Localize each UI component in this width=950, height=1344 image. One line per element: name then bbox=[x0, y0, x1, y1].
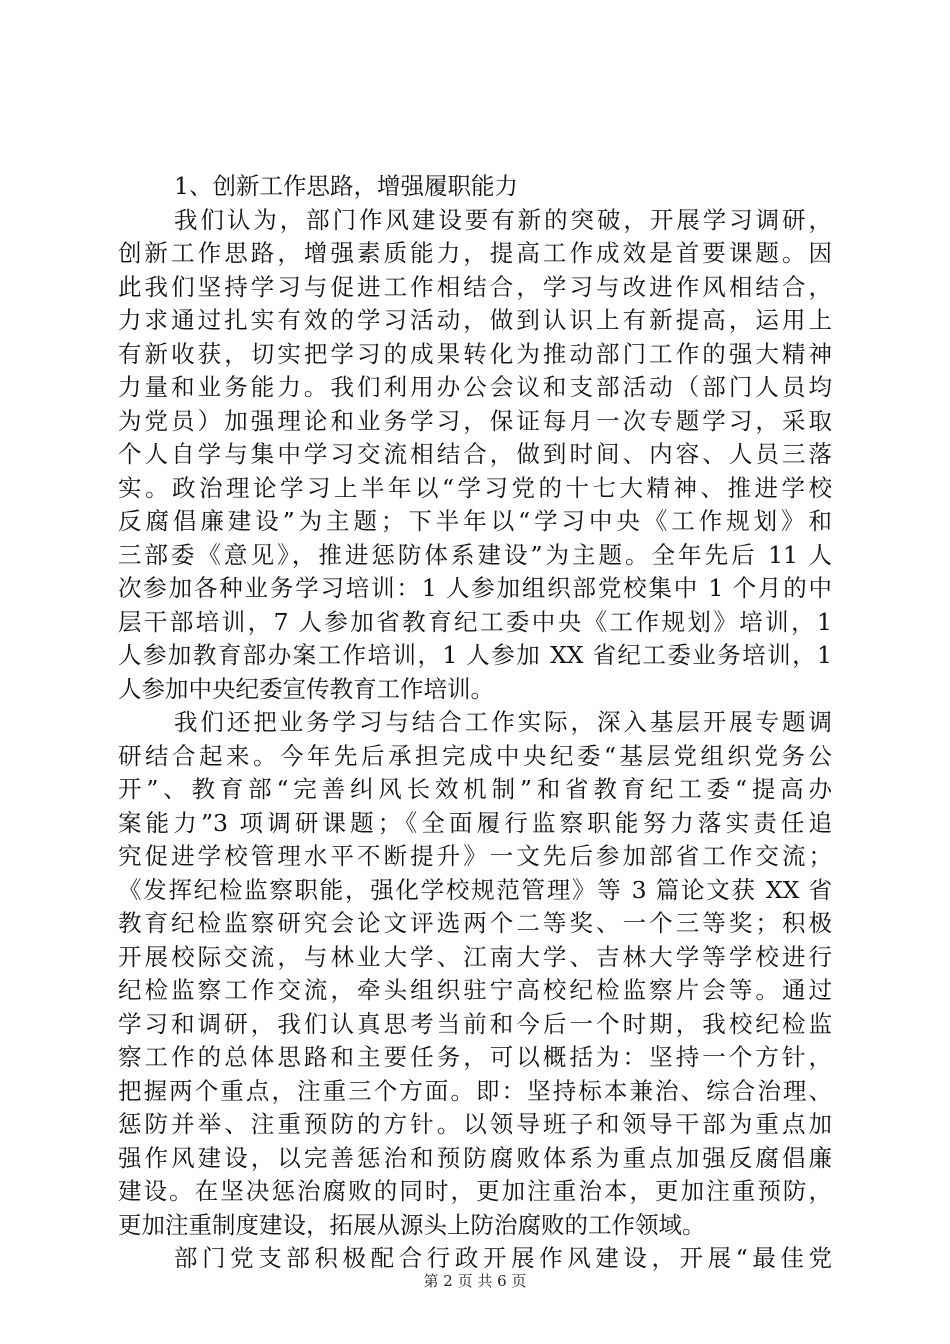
paragraph-line: 人参加教育部办案工作培训，1 人参加 XX 省纪工委业务培训，1 bbox=[118, 641, 832, 669]
paragraph-line: 创新工作思路，增强素质能力，提高工作成效是首要课题。因 bbox=[118, 239, 832, 267]
document-body bbox=[118, 170, 832, 1276]
paragraph-1 bbox=[118, 204, 832, 707]
section-heading: 1、创新工作思路，增强履职能力 bbox=[174, 172, 518, 200]
paragraph-line: 层干部培训，7 人参加省教育纪工委中央《工作规划》培训，1 bbox=[118, 607, 832, 636]
paragraph-line: 学习和调研，我们认真思考当前和今后一个时期，我校纪检监 bbox=[118, 1009, 832, 1038]
paragraph-line: 次参加各种业务学习培训：1 人参加组织部党校集中 1 个月的中 bbox=[118, 574, 832, 602]
paragraph-line: 惩防并举、注重预防的方针。以领导班子和领导干部为重点加 bbox=[118, 1110, 832, 1138]
page-footer: 第 2 页 共 6 页 bbox=[423, 1272, 527, 1290]
paragraph-line: 教育纪检监察研究会论文评选两个二等奖、一个三等奖；积极 bbox=[118, 909, 832, 937]
paragraph-line: 部门党支部积极配合行政开展作风建设，开展“最佳党 bbox=[174, 1244, 832, 1272]
paragraph-line: 此我们坚持学习与促进工作相结合，学习与改进作风相结合， bbox=[118, 272, 832, 301]
paragraph-line: 三部委《意见》，推进惩防体系建设”为主题。全年先后 11 人 bbox=[118, 540, 832, 569]
paragraph-line: 力求通过扎实有效的学习活动，做到认识上有新提高，运用上 bbox=[118, 306, 832, 334]
paragraph-line: 《发挥纪检监察职能，强化学校规范管理》等 3 篇论文获 XX 省 bbox=[118, 875, 832, 904]
paragraph-line: 个人自学与集中学习交流相结合，做到时间、内容、人员三落 bbox=[118, 440, 832, 468]
paragraph-2 bbox=[118, 706, 832, 1242]
paragraph-line: 研结合起来。今年先后承担完成中央纪委“基层党组织党务公 bbox=[118, 741, 832, 770]
paragraph-line: 我们认为，部门作风建设要有新的突破，开展学习调研， bbox=[174, 205, 832, 234]
paragraph-line: 究促进学校管理水平不断提升》一文先后参加部省工作交流； bbox=[118, 842, 832, 870]
paragraph-line: 纪检监察工作交流，牵头组织驻宁高校纪检监察片会等。通过 bbox=[118, 976, 832, 1004]
paragraph-line: 实。政治理论学习上半年以“学习党的十七大精神、推进学校 bbox=[118, 473, 832, 502]
paragraph-line: 力量和业务能力。我们利用办公会议和支部活动（部门人员均 bbox=[118, 373, 832, 401]
paragraph-line: 开展校际交流，与林业大学、江南大学、吉林大学等学校进行 bbox=[118, 942, 832, 971]
paragraph-line: 更加注重制度建设，拓展从源头上防治腐败的工作领域。 bbox=[118, 1210, 706, 1239]
paragraph-line: 建设。在坚决惩治腐败的同时，更加注重治本，更加注重预防， bbox=[118, 1177, 832, 1205]
paragraph-line: 强作风建设，以完善惩治和预防腐败体系为重点加强反腐倡廉 bbox=[118, 1143, 832, 1172]
paragraph-line: 反腐倡廉建设”为主题；下半年以“学习中央《工作规划》和 bbox=[118, 507, 832, 535]
paragraph-line: 为党员）加强理论和业务学习，保证每月一次专题学习，采取 bbox=[118, 406, 832, 435]
paragraph-line: 我们还把业务学习与结合工作实际，深入基层开展专题调 bbox=[174, 708, 832, 736]
paragraph-line: 把握两个重点，注重三个方面。即：坚持标本兼治、综合治理、 bbox=[118, 1076, 832, 1105]
paragraph-line: 有新收获，切实把学习的成果转化为推动部门工作的强大精神 bbox=[118, 339, 832, 368]
paragraph-line: 开”、教育部“完善纠风长效机制”和省教育纪工委“提高办 bbox=[118, 775, 832, 803]
paragraph-line: 人参加中央纪委宣传教育工作培训。 bbox=[118, 674, 494, 703]
paragraph-line: 察工作的总体思路和主要任务，可以概括为：坚持一个方针， bbox=[118, 1043, 832, 1071]
paragraph-line: 案能力”3 项调研课题；《全面履行监察职能努力落实责任追 bbox=[118, 808, 832, 837]
